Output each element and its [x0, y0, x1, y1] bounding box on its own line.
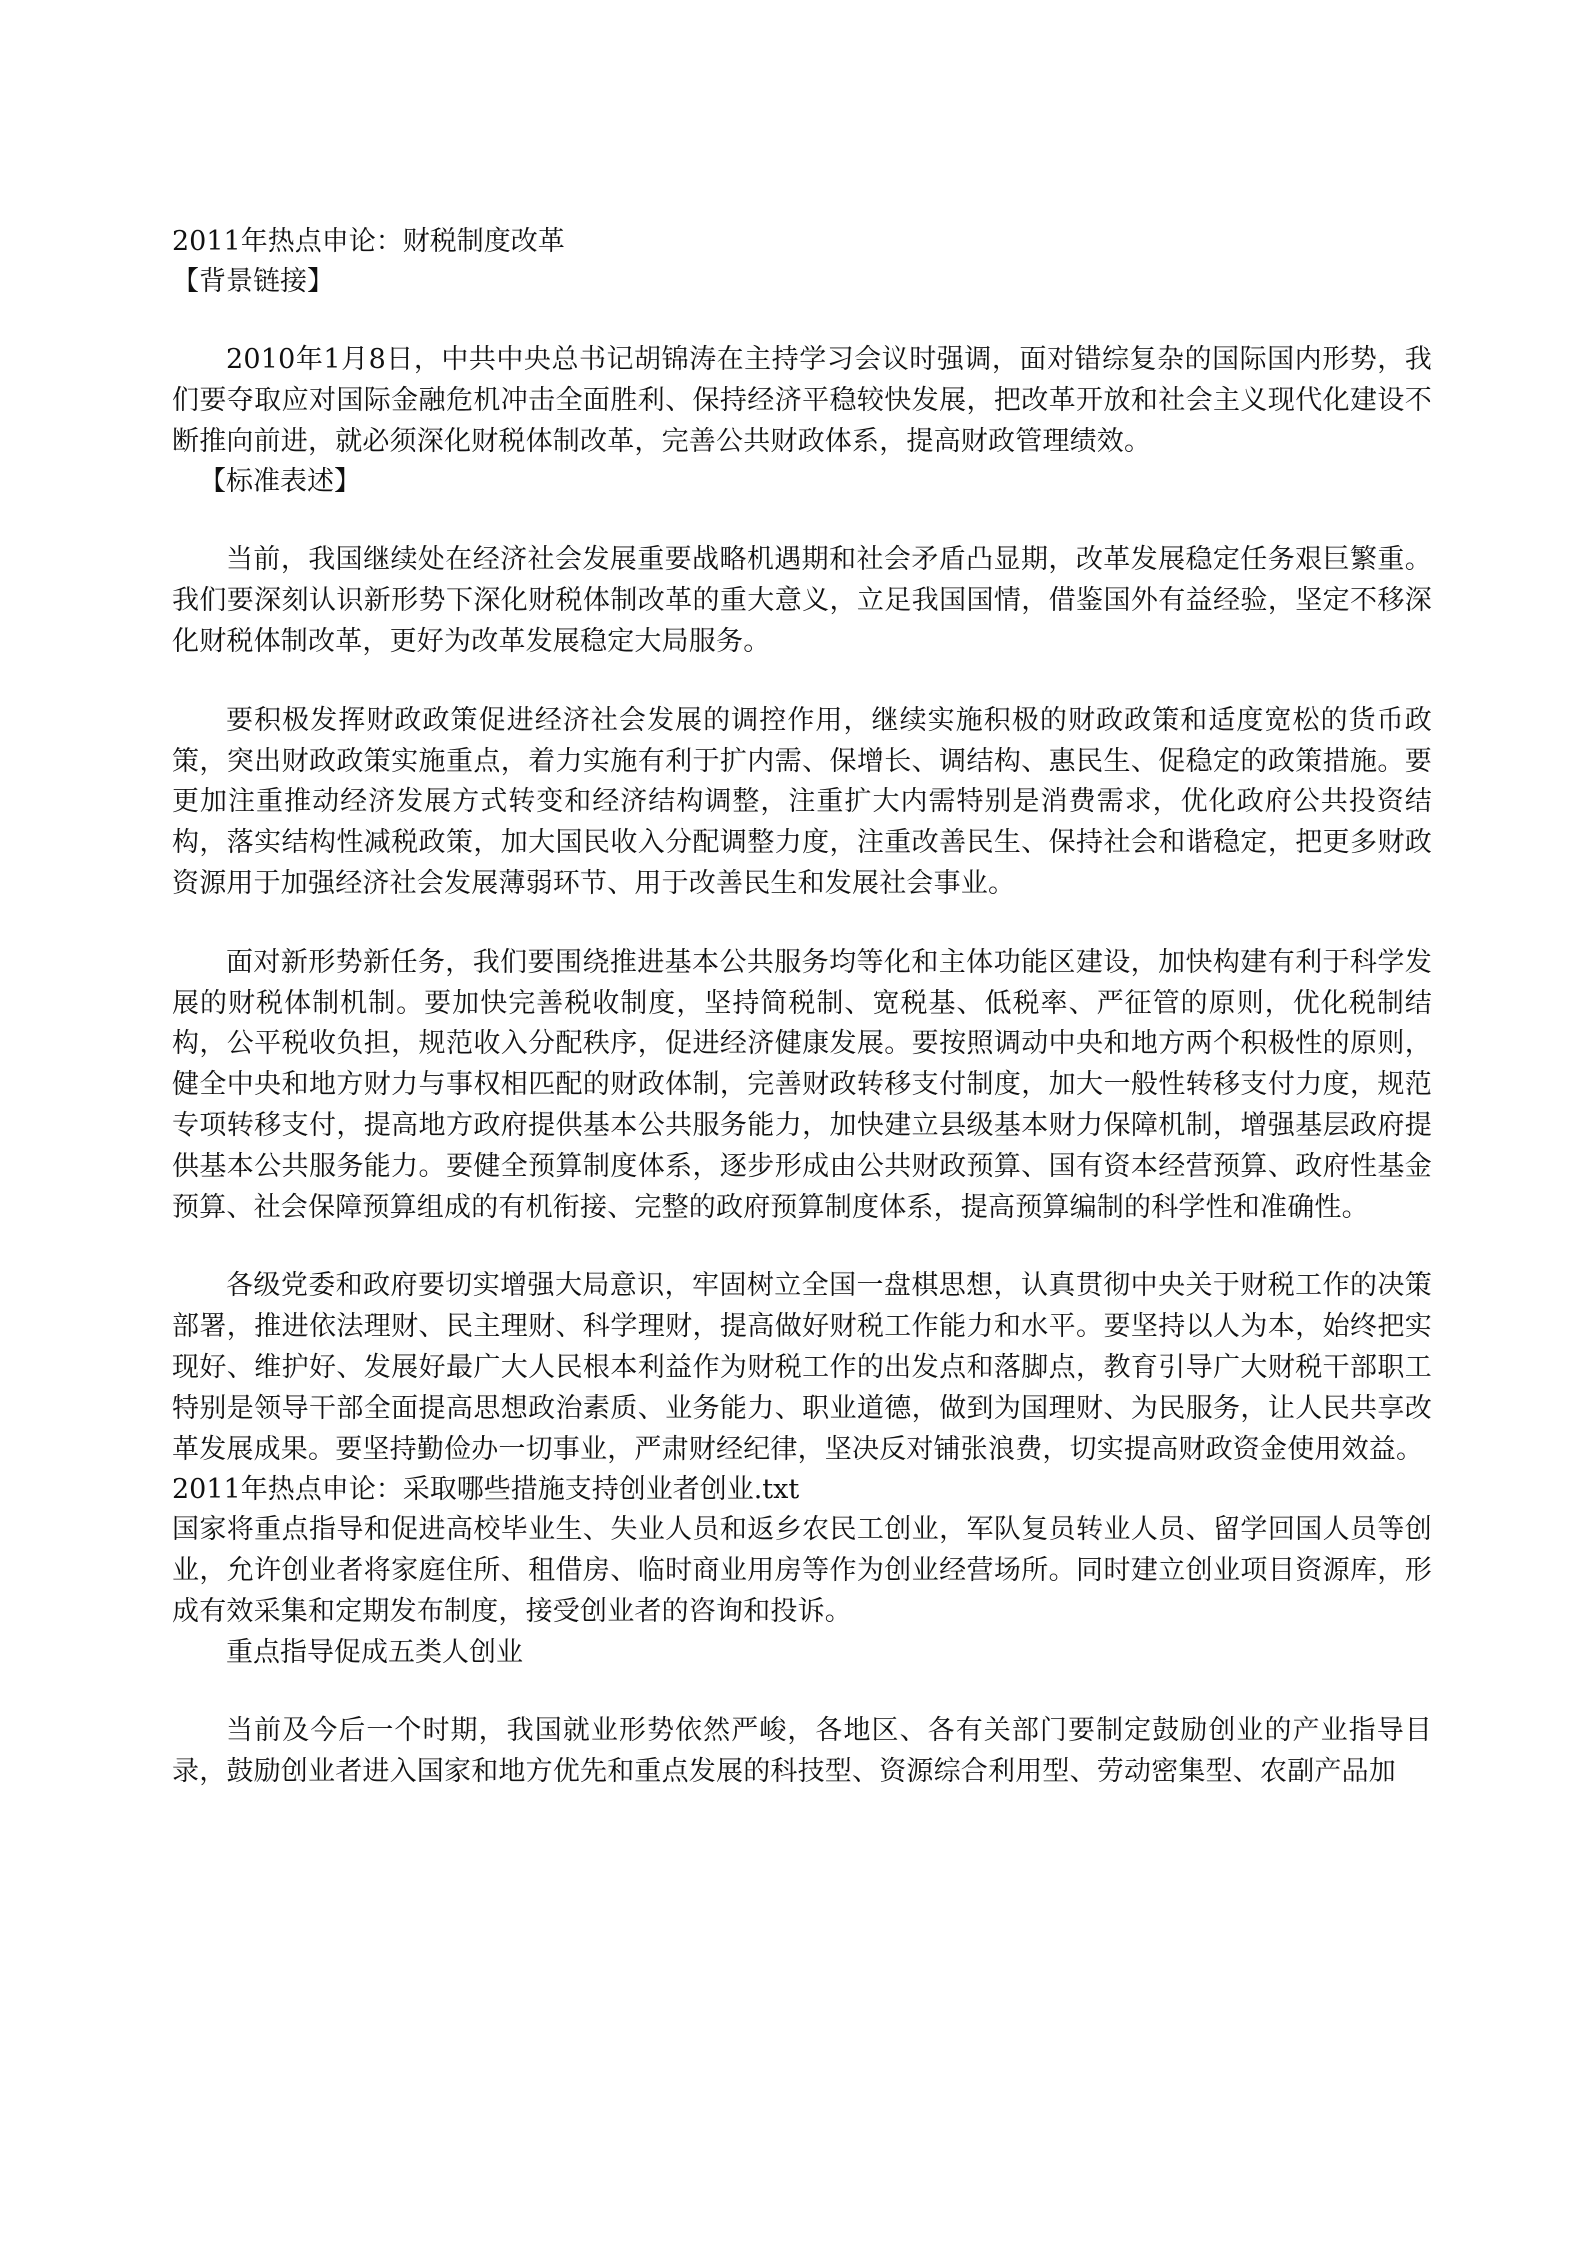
paragraph-6: 当前及今后一个时期，我国就业形势依然严峻，各地区、各有关部门要制定鼓励创业的产业指导目录，鼓励创业者进入国家和地方优先和重点发展的科技型、资源综合利用型、劳动密集型、农副产品加	[172, 1714, 1432, 1787]
paragraph-5: 国家将重点指导和促进高校毕业生、失业人员和返乡农民工创业，军队复员转业人员、留学回国人员等创业，允许创业者将家庭住所、租借房、临时商业用房等作为创业经营场所。同时建立创业项目资源库，形成有效采集和定期发布制度，接受创业者的咨询和投诉。	[172, 1514, 1432, 1627]
paragraph-4: 各级党委和政府要切实增强大局意识，牢固树立全国一盘棋思想，认真贯彻中央关于财税工作的决策部署，推进依法理财、民主理财、科学理财，提高做好财税工作能力和水平。要坚持以人为本，始终把实现好、维护好、发展好最广大人民根本利益作为财税工作的出发点和落脚点，教育引导广大财税干部职工特别是领导干部全面提高思想政治素质、业务能力、职业道德，做到为国理财、为民服务，让人民共享改革发展成果。要坚持勤俭办一切事业，严肃财经纪律，坚决反对铺张浪费，切实提高财政资金使用效益。	[172, 1270, 1432, 1465]
paragraph-3: 面对新形势新任务，我们要围绕推进基本公共服务均等化和主体功能区建设，加快构建有利于科学发展的财税体制机制。要加快完善税收制度，坚持简税制、宽税基、低税率、严征管的原则，优化税制结构，公平税收负担，规范收入分配秩序，促进经济健康发展。要按照调动中央和地方两个积极性的原则，健全中央和地方财力与事权相匹配的财政体制，完善财政转移支付制度，加大一般性转移支付力度，规范专项转移支付，提高地方政府提供基本公共服务能力，加快建立县级基本财力保障机制，增强基层政府提供基本公共服务能力。要健全预算制度体系，逐步形成由公共财政预算、国有资本经营预算、政府性基金预算、社会保障预算组成的有机衔接、完整的政府预算制度体系，提高预算编制的科学性和准确性。	[172, 946, 1432, 1223]
section-label-background: 【背景链接】	[172, 266, 334, 297]
document-body	[172, 222, 1432, 1792]
section-label-standard: 【标准表述】	[199, 466, 361, 498]
article-title-fiscal-reform: 2011年热点申论：财税制度改革	[172, 226, 565, 257]
paragraph-background: 2010年1月8日，中共中央总书记胡锦涛在主持学习会议时强调，面对错综复杂的国际国内形势，我们要夺取应对国际金融危机冲击全面胜利、保持经济平稳较快发展，把改革开放和社会主义现代化建设不断推向前进，就必须深化财税体制改革，完善公共财政体系，提高财政管理绩效。	[172, 344, 1432, 457]
heading-five-groups: 重点指导促成五类人创业	[226, 1636, 523, 1668]
paragraph-1: 当前，我国继续处在经济社会发展重要战略机遇期和社会矛盾凸显期，改革发展稳定任务艰巨繁重。我们要深刻认识新形势下深化财税体制改革的重大意义，立足我国国情，借鉴国外有益经验，坚定不移深化财税体制改革，更好为改革发展稳定大局服务。	[172, 544, 1432, 657]
paragraph-2: 要积极发挥财政政策促进经济社会发展的调控作用，继续实施积极的财政政策和适度宽松的货币政策，突出财政政策实施重点，着力实施有利于扩内需、保增长、调结构、惠民生、促稳定的政策措施。要更加注重推动经济发展方式转变和经济结构调整，注重扩大内需特别是消费需求，优化政府公共投资结构，落实结构性减税政策，加大国民收入分配调整力度，注重改善民生、保持社会和谐稳定，把更多财政资源用于加强经济社会发展薄弱环节、用于改善民生和发展社会事业。	[172, 704, 1432, 899]
article-title-entrepreneurship: 2011年热点申论：采取哪些措施支持创业者创业.txt	[172, 1474, 800, 1506]
